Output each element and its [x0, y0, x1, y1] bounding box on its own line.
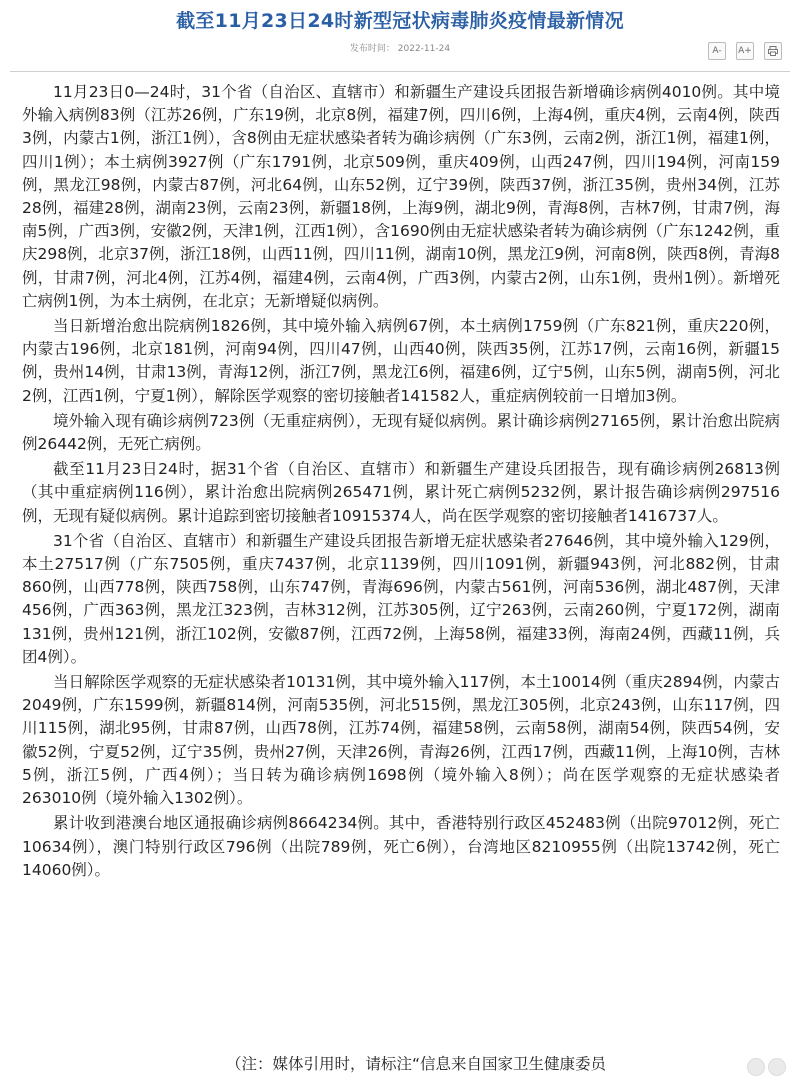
- watermark-dot: [747, 1058, 765, 1076]
- publish-meta: [0, 41, 800, 54]
- article-body: [22, 81, 780, 884]
- paragraph: 境外输入现有确诊病例723例（无重症病例），无现有疑似病例。累计确诊病例27165例，累计治愈出院病例26442例，无死亡病例。: [22, 411, 780, 454]
- paragraph: 31个省（自治区、直辖市）和新疆生产建设兵团报告新增无症状感染者27646例，其中境外输入129例，本土27517例（广东7505例，重庆7437例，北京1139例，四川1091例，新疆943例，河北882例，甘肃860例，山西778例，陕西758例，山东747例，青海696例，内蒙古561例，河南536例，湖北487例，天津456例，广西363例，黑龙江323例，吉林312例，江苏305例，辽宁263例，云南260例，宁夏172例，湖南131例，贵州121例，浙江102例，安徽87例，江西72例，上海58例，福建33例，海南24例，西藏11例，兵团4例）。: [22, 531, 780, 666]
- font-decrease-button[interactable]: A-: [708, 42, 726, 60]
- watermark: [747, 1058, 786, 1076]
- page-title: 截至11月23日24时新型冠状病毒肺炎疫情最新情况: [176, 10, 624, 32]
- paragraph: 当日解除医学观察的无症状感染者10131例，其中境外输入117例，本土10014例（重庆2894例，内蒙古2049例，广东1599例，新疆814例，河南535例，河北515例，黑龙江305例，北京243例，山东117例，四川115例，湖北95例，甘肃87例，山西78例，江苏74例，福建58例，云南58例，湖南54例，陕西54例，安徽52例，宁夏52例，辽宁35例，贵州27例，天津26例，青海26例，江西17例，西藏11例，上海10例，吉林5例，浙江5例，广西4例）；当日转为确诊病例1698例（境外输入8例）；尚在医学观察的无症状感染者263010例（境外输入1302例）。: [22, 673, 780, 808]
- paragraph: 截至11月23日24时，据31个省（自治区、直辖市）和新疆生产建设兵团报告，现有确诊病例26813例（其中重症病例116例），累计治愈出院病例265471例，累计死亡病例5232例，累计报告确诊病例297516例，无现有疑似病例。累计追踪到密切接触者10915374人，尚在医学观察的密切接触者1416737人。: [22, 460, 780, 525]
- print-icon: [768, 46, 778, 56]
- watermark-dot: [768, 1058, 786, 1076]
- paragraph: 11月23日0—24时，31个省（自治区、直辖市）和新疆生产建设兵团报告新增确诊病例4010例。其中境外输入病例83例（江苏26例，广东19例，北京8例，福建7例，四川6例，上海4例，重庆4例，云南4例，陕西3例，内蒙古1例，浙江1例），含8例由无症状感染者转为确诊病例（广东3例，云南2例，浙江1例，福建1例，四川1例）；本土病例3927例（广东1791例，北京509例，重庆409例，山西247例，四川194例，河南159例，黑龙江98例，内蒙古87例，河北64例，山东52例，辽宁39例，陕西37例，浙江35例，贵州34例，江苏28例，福建28例，湖南23例，云南23例，新疆18例，上海9例，湖北9例，青海8例，吉林7例，甘肃7例，海南5例，广西3例，安徽2例，天津1例，江西1例），含1690例由无症状感染者转为确诊病例（广东1242例，重庆298例，北京37例，浙江18例，山西11例，四川11例，湖南10例，黑龙江9例，河南8例，陕西8例，青海8例，甘肃7例，河北4例，江苏4例，福建4例，云南4例，广西3例，内蒙古2例，山东1例，贵州1例）。新增死亡病例1例，为本土病例，在北京；无新增疑似病例。: [22, 83, 780, 310]
- paragraph: 累计收到港澳台地区通报确诊病例8664234例。其中，香港特别行政区452483例（出院97012例，死亡10634例），澳门特别行政区796例（出院789例，死亡6例），台湾地区8210955例（出院13742例，死亡14060例）。: [22, 814, 780, 879]
- divider: [10, 71, 790, 72]
- paragraph: 当日新增治愈出院病例1826例，其中境外输入病例67例，本土病例1759例（广东821例，重庆220例，内蒙古196例，北京181例，河南94例，四川47例，山西40例，陕西35例，江苏17例，云南16例，新疆15例，贵州14例，甘肃13例，青海12例，浙江7例，黑龙江6例，福建6例，辽宁5例，山东5例，湖南5例，河北2例，江西1例，宁夏1例），解除医学观察的密切接触者141582人，重症病例较前一日增加3例。: [22, 317, 780, 405]
- publish-label: 发布时间：: [349, 44, 395, 54]
- font-increase-button[interactable]: A+: [736, 42, 754, 60]
- print-button[interactable]: [764, 42, 782, 60]
- font-tools: [708, 42, 782, 60]
- media-note: （注：媒体引用时，请标注“信息来自国家卫生健康委员: [226, 1055, 607, 1073]
- publish-date: 2022-11-24: [397, 44, 451, 54]
